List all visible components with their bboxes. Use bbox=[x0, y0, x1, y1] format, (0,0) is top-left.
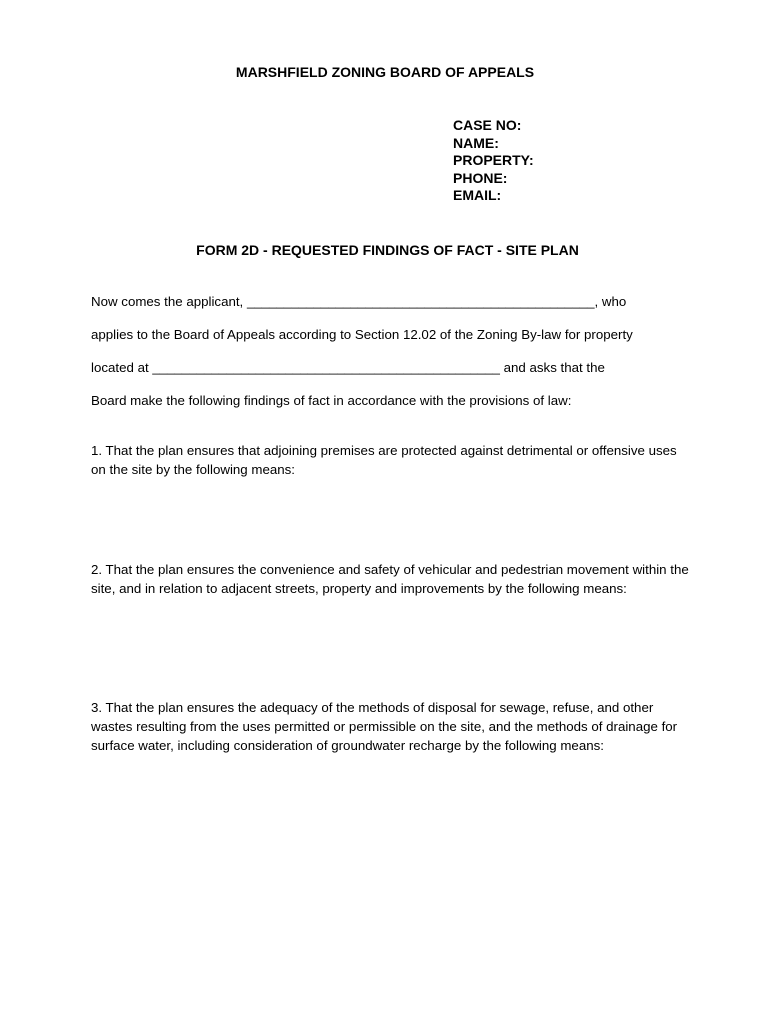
finding-3: 3. That the plan ensures the adequacy of the methods of disposal for sewage, refuse, and other wastes resulting from the uses permitted or permissible on the site, and the methods of drainage for surface water, including consideration of groundwater recharge by the following means: bbox=[91, 700, 678, 753]
intro-line-findings: Board make the following findings of fact in accordance with the provisions of law: bbox=[91, 393, 572, 408]
intro-line-located: located at _______________________________________________ and asks that the bbox=[91, 360, 605, 375]
case-info-block bbox=[453, 117, 534, 205]
phone-label: PHONE: bbox=[453, 169, 508, 186]
email-label: EMAIL: bbox=[453, 187, 502, 203]
case-no-label: CASE NO: bbox=[453, 117, 522, 133]
finding-2: 2. That the plan ensures the convenience and safety of vehicular and pedestrian movement within the site, and in relation to adjacent streets, property and improvements by the following means: bbox=[91, 562, 689, 596]
intro-line-applies: applies to the Board of Appeals according to Section 12.02 of the Zoning By-law for property bbox=[91, 327, 633, 342]
name-label: NAME: bbox=[453, 134, 499, 151]
finding-1: 1. That the plan ensures that adjoining premises are protected against detrimental or offensive uses on the site by the following means: bbox=[91, 443, 677, 477]
board-title: MARSHFIELD ZONING BOARD OF APPEALS bbox=[235, 64, 535, 80]
form-title: FORM 2D - REQUESTED FINDINGS OF FACT - SITE PLAN bbox=[196, 242, 579, 258]
intro-line-applicant: Now comes the applicant, _______________________________________________, who bbox=[91, 294, 627, 309]
property-label: PROPERTY: bbox=[453, 152, 534, 168]
